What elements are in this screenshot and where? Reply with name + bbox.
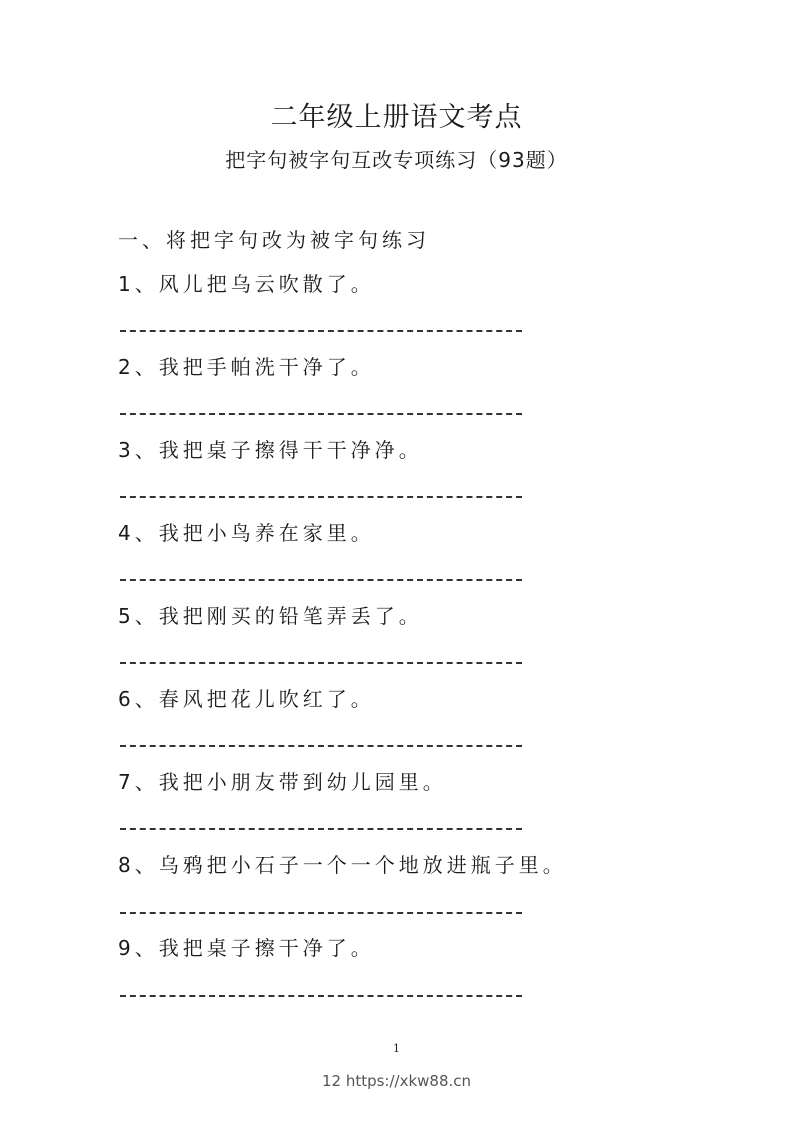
question-item: 4、我把小鸟养在家里。 bbox=[118, 521, 375, 545]
question-item: 7、我把小朋友带到幼儿园里。 bbox=[118, 770, 447, 794]
answer-line bbox=[120, 496, 522, 498]
document-title: 二年级上册语文考点 bbox=[270, 102, 523, 133]
page-number: 1 bbox=[393, 1042, 400, 1055]
question-item: 6、春风把花儿吹红了。 bbox=[118, 687, 375, 711]
question-item: 3、我把桌子擦得干干净净。 bbox=[118, 438, 423, 462]
question-item: 2、我把手帕洗干净了。 bbox=[118, 355, 375, 379]
answer-line bbox=[120, 579, 522, 581]
section-heading: 一、将把字句改为被字句练习 bbox=[118, 228, 430, 252]
answer-line bbox=[120, 745, 522, 747]
answer-line bbox=[120, 330, 522, 332]
question-item: 5、我把刚买的铅笔弄丢了。 bbox=[118, 604, 423, 628]
answer-line bbox=[120, 995, 522, 997]
watermark-url: 12 https://xkw88.cn bbox=[321, 1072, 472, 1090]
question-item: 9、我把桌子擦干净了。 bbox=[118, 936, 375, 960]
answer-line bbox=[120, 413, 522, 415]
answer-line bbox=[120, 662, 522, 664]
question-item: 1、风儿把乌云吹散了。 bbox=[118, 272, 375, 296]
answer-line bbox=[120, 912, 522, 914]
document-subtitle: 把字句被字句互改专项练习（93题） bbox=[225, 148, 568, 172]
question-item: 8、乌鸦把小石子一个一个地放进瓶子里。 bbox=[118, 853, 567, 877]
answer-line bbox=[120, 828, 522, 830]
